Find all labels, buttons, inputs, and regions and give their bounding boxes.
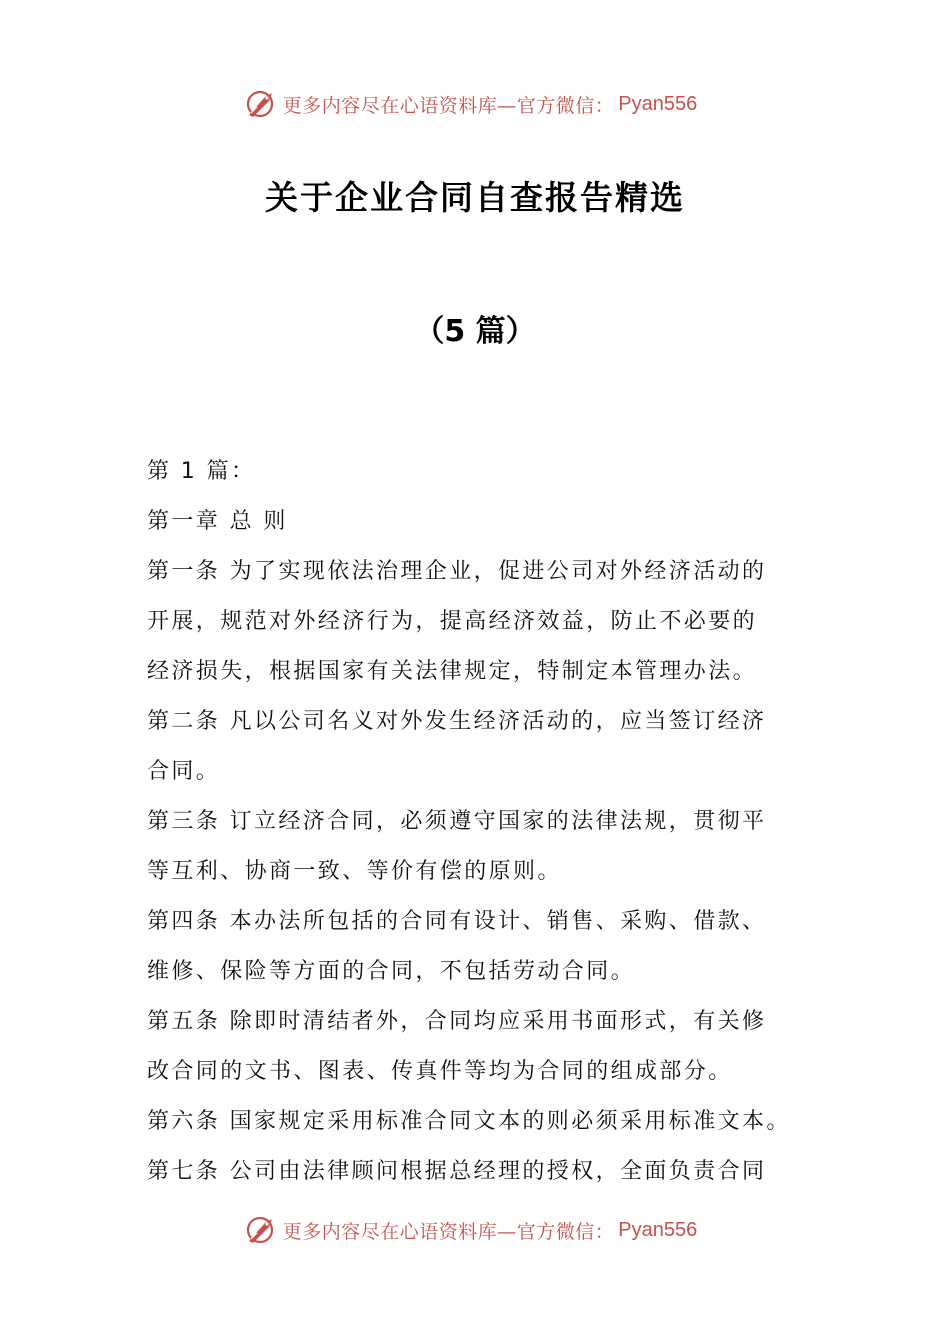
document-title: 关于企业合同自查报告精选 [265, 178, 685, 217]
document-subtitle: （5 篇） [414, 314, 536, 349]
body-line: 合同。 [147, 759, 221, 784]
watermark-wechat-id: Pyan556 [618, 1218, 698, 1241]
body-line: 改合同的文书、图表、传真件等均为合同的组成部分。 [147, 1059, 733, 1084]
body-line: 第二条 凡以公司名义对外发生经济活动的，应当签订经济 [147, 709, 767, 734]
body-line: 经济损失，根据国家有关法律规定，特制定本管理办法。 [147, 659, 758, 684]
body-line: 开展，规范对外经济行为，提高经济效益，防止不必要的 [147, 609, 758, 634]
body-line: 第一章 总 则 [147, 509, 288, 534]
body-line: 维修、保险等方面的合同，不包括劳动合同。 [147, 959, 636, 984]
watermark-text: 更多内容尽在心语资料库—官方微信： [282, 94, 615, 117]
pen-nib-logo-icon [245, 87, 279, 121]
body-line: 第四条 本办法所包括的合同有设计、销售、采购、借款、 [147, 909, 767, 934]
document-body [147, 447, 811, 1197]
body-line: 第三条 订立经济合同，必须遵守国家的法律法规，贯彻平 [147, 809, 767, 834]
pen-nib-logo-icon [245, 1213, 279, 1247]
body-line: 等互利、协商一致、等价有偿的原则。 [147, 859, 562, 884]
watermark-text: 更多内容尽在心语资料库—官方微信： [282, 1220, 615, 1243]
body-line: 第七条 公司由法律顾问根据总经理的授权，全面负责合同 [147, 1159, 767, 1184]
body-line: 第五条 除即时清结者外，合同均应采用书面形式，有关修 [147, 1009, 767, 1034]
footer-watermark-banner [0, 1210, 950, 1250]
body-line: 第一条 为了实现依法治理企业，促进公司对外经济活动的 [147, 559, 767, 584]
body-line: 第 1 篇： [147, 459, 256, 484]
header-watermark-banner [0, 84, 950, 124]
watermark-wechat-id: Pyan556 [618, 92, 698, 115]
body-line: 第六条 国家规定采用标准合同文本的则必须采用标准文本。 [147, 1109, 791, 1134]
